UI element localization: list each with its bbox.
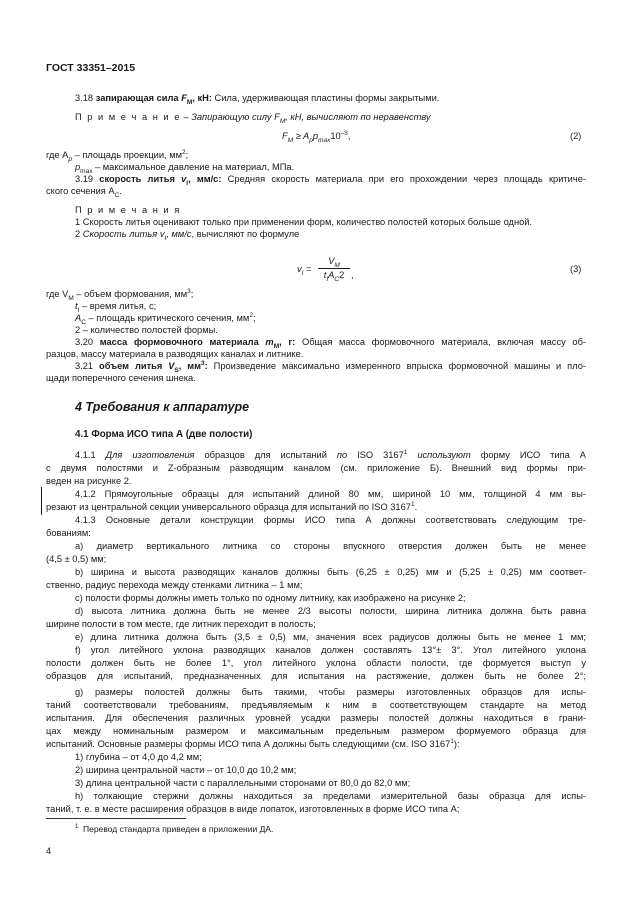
item-f-line1: f) угол литейного уклона разводящих каналов должен составлять 13°± 3°. Угол литейного уклона: [75, 645, 586, 655]
document-header: ГОСТ 33351–2015: [46, 62, 136, 74]
para-4-1-1-line2: с двумя полостями и Z-образным разводящим каналом (см. приложение Б). Внешний вид формы при-: [46, 463, 586, 473]
item-b-line2: ственно, радиус перехода между стенками литника – 1 мм;: [46, 580, 303, 590]
item-g-sub3: 3) длина центральной части с параллельными сторонами от 80,0 до 82,0 мм;: [75, 778, 411, 788]
item-g-line5: испытаний. Основные размеры формы ИСО типа А должны быть следующими (см. ISO 3167$^1$):: [46, 737, 460, 749]
item-f-line3: образцов для испытаний, предназначенных для испытания на растяжение, должен быть не более 2°;: [46, 671, 586, 681]
change-bar: [41, 487, 42, 515]
note-3-19-2: 2 Скорость литья $v_I$, мм/с, вычисляют по формуле: [75, 229, 300, 242]
item-a-line2: (4,5 ± 0,5) мм;: [46, 554, 107, 564]
item-h-line2: таний, т. е. в месте расширения образцов в виде лопаток, изготовленных в форме ИСО типа А;: [46, 804, 460, 814]
item-g-line4: цах между номинальным размером и максимальным предельным размером формуемого образца для: [46, 726, 586, 736]
where-cavities: 2 – количество полостей формы.: [75, 325, 218, 335]
where-ac: $A_C$ – площадь критического сечения, $мм^2$;: [75, 311, 256, 326]
item-g-sub2: 2) ширина центральной части – от 10,0 до 10,2 мм;: [75, 765, 297, 775]
item-g-line2: таний соответствовали требованиям, предъявляемым к ним в соответствующем стандарте на метод: [46, 700, 586, 710]
definition-3-21-line2: щади поперечного сечения шнека.: [46, 373, 196, 383]
item-a-line1: a) диаметр вертикального литника со стороны впускного отверстия должен быть не менее: [75, 541, 586, 551]
item-e: e) длина литника должна быть (3,5 ± 0,5) мм, значения всех радиусов должны быть не менее 1 мм;: [75, 632, 586, 642]
item-g-line3: испытания. Для обеспечения различных уровней усадки размеры полостей должны находиться в грани-: [46, 713, 586, 723]
footnote: $^1$ Перевод стандарта приведен в приложении ДА.: [75, 824, 274, 834]
definition-3-20-line2: разцов, массу материала в разводящих каналах и литнике.: [46, 349, 304, 359]
para-4-1-2-line1: 4.1.2 Прямоугольные образцы для испытаний длиной 80 мм, шириной 10 мм, толщиной 4 мм вы-: [75, 489, 586, 499]
subsection-4-1-title: 4.1 Форма ИСО типа А (две полости): [75, 429, 253, 440]
definition-3-19-line1: 3.19 скорость литья $v_I$, мм/с: Средняя скорость материала при его прохождении через площадь критиче-: [75, 174, 586, 187]
item-g-line1: g) размеры полостей должны быть такими, чтобы размеры изготовленных образцов для испы-: [75, 687, 586, 697]
where-ti: $t_I$ – время литья, с;: [75, 301, 157, 314]
para-4-1-3-line2: бованиям:: [46, 528, 91, 538]
definition-3-21-line1: 3.21 объем литья $V_S$, $мм^3$: Произведение максимально измеренного впрыска формовочной машины и пло-: [75, 359, 586, 374]
notes-3-19-label: П р и м е ч а н и я: [75, 205, 181, 215]
para-4-1-1-line3: веден на рисунке 2.: [46, 476, 132, 486]
item-g-sub1: 1) глубина – от 4,0 до 4,2 мм;: [75, 752, 202, 762]
where-pmax: $p_{max}$ – максимальное давление на материал, МПа.: [75, 162, 295, 175]
item-c: c) полости формы должны иметь только по одному литнику, как изображено на рисунке 2;: [75, 593, 466, 603]
page-number: 4: [46, 846, 52, 856]
para-4-1-3-line1: 4.1.3 Основные детали конструкции формы ИСО типа А должны соответствовать следующим тре-: [75, 515, 586, 525]
definition-3-19-line2: ского сечения $A_C$.: [46, 186, 122, 199]
footnote-rule: [46, 818, 186, 819]
document-page: ГОСТ 33351–2015 3.18 запирающая сила $F_M$, кН: Сила, удерживающая пластины формы закрытыми. П р и м е ч а н и е – Запирающую силу $F_M$, кН, вычисляют по неравенству $F_M \ge A_pp_{max}10^{-3}$, (2) где $A_p$ – площадь проекции, $мм^2$; $p_{max}$ – максимальное давление на материал, МПа. 3.19 скорость литья $v_I$, мм/с: Средняя скорость материала при его прохождении через площадь критиче- ского сечения $A_C$. П р и м е ч а н и я 1 Скорость литья оценивают только при применении форм, количество полостей которых больше одной. 2 Скорость литья $v_I$, мм/с, вычисляют по формуле $v_I$ = $V_M$ $t_IA_C2$ , (3) где $V_M$ – объем формования, $мм^3$; $t_I$ – время литья, с; $A_C$ – площадь критического сечения, $мм^2$; 2 – количество полостей формы. 3.20 масса формовочного материала $m_M$, г: Общая масса формовочного материала, включая массу об- разцов, массу материала в разводящих каналах и литнике. 3.21 объем литья $V_S$, $мм^3$: Произведение максимально измеренного впрыска формовочной машины и пло- щади поперечного сечения шнека. 4 Требования к аппаратуре 4.1 Форма ИСО типа А (две полости) 4.1.1 Для изготовления образцов для испытаний по ISO 3167$^1$ используют форму ИСО типа А с двумя полостями и Z-образным разводящим каналом (см. приложение Б). Внешний вид формы при- веден на рисунке 2. 4.1.2 Прямоугольные образцы для испытаний длиной 80 мм, шириной 10 мм, толщиной 4 мм вы- резают из центральной секции универсального образца для испытаний по ISO 3167$^1$. 4.1.3 Основные детали конструкции формы ИСО типа А должны соответствовать следующим тре- бованиям: a) диаметр вертикального литника со стороны впускного отверстия должен быть не менее (4,5 ± 0,5) мм; b) ширина и высота разводящих каналов должны быть (6,25 ± 0,25) мм и (5,25 ± 0,25) мм соответ- ственно, радиус перехода между стенками литника – 1 мм; c) полости формы должны иметь только по одному литнику, как изображено на рисунке 2; d) высота литника должна быть не менее 2/3 высоты полости, ширина литника должна быть равна ширине полости в том месте, где литник переходит в полость; e) длина литника должна быть (3,5 ± 0,5) мм, значения всех радиусов должны быть не менее 1 мм; f) угол литейного уклона разводящих каналов должен составлять 13°± 3°. Угол литейного уклона полости должен быть не более 1°, угол литейного уклона области полости, где формуется выступ у образцов для испытаний, предназначенных для испытания на растяжение, должен быть не более 2°; g) размеры полостей должны быть такими, чтобы размеры изготовленных образцов для испы- таний соответствовали требованиям, предъявляемым к ним в соответствующем стандарте на метод испытания. Для обеспечения различных уровней усадки размеры полостей должны находиться в грани- цах между номинальным размером и максимальным предельным размером формуемого образца для испытаний. Основные размеры формы ИСО типа А должны быть следующими (см. ISO 3167$^1$): 1) глубина – от 4,0 до 4,2 мм; 2) ширина центральной части – от 10,0 до 10,2 мм; 3) длина центральной части с параллельными сторонами от 80,0 до 82,0 мм; h) толкающие стержни должны находиться за пределами измерительной базы образца для испы- таний, т. е. в месте расширения образцов в виде лопаток, изготовленных в форме ИСО типа А; $^1$ Перевод стандарта приведен в приложении ДА. 4: [0, 0, 630, 913]
equation-2: $F_M \ge A_pp_{max}10^{-3}$,: [282, 129, 351, 144]
definition-3-20-line1: 3.20 масса формовочного материала $m_M$, г: Общая масса формовочного материала, включая массу об-: [75, 337, 586, 350]
para-4-1-2-line2: резают из центральной секции универсального образца для испытаний по ISO 3167$^1$.: [46, 500, 418, 512]
where-vm: где $V_M$ – объем формования, $мм^3$;: [46, 287, 194, 302]
equation-2-number: (2): [570, 131, 582, 141]
item-h-line1: h) толкающие стержни должны находиться за пределами измерительной базы образца для испы-: [75, 791, 586, 801]
definition-3-18: 3.18 запирающая сила $F_M$, кН: Сила, удерживающая пластины формы закрытыми.: [75, 93, 440, 106]
where-ap: где $A_p$ – площадь проекции, $мм^2$;: [46, 148, 189, 163]
equation-3-number: (3): [570, 264, 582, 274]
note-3-19-1: 1 Скорость литья оценивают только при применении форм, количество полостей которых больше одной.: [75, 217, 533, 227]
para-4-1-1-line1: 4.1.1 Для изготовления образцов для испытаний по ISO 3167$^1$ используют форму ИСО типа А: [75, 448, 586, 460]
note-3-18: П р и м е ч а н и е – Запирающую силу $F_M$, кН, вычисляют по неравенству: [75, 112, 431, 125]
item-f-line2: полости должен быть не более 1°, угол литейного уклона области полости, где формуется выступ у: [46, 658, 586, 668]
item-b-line1: b) ширина и высота разводящих каналов должны быть (6,25 ± 0,25) мм и (5,25 ± 0,25) мм соответ-: [75, 567, 586, 577]
item-d-line2: ширине полости в том месте, где литник переходит в полость;: [46, 619, 316, 629]
section-4-title: 4 Требования к аппаратуре: [75, 400, 250, 414]
item-d-line1: d) высота литника должна быть не менее 2/3 высоты полости, ширина литника должна быть равна: [75, 606, 586, 616]
